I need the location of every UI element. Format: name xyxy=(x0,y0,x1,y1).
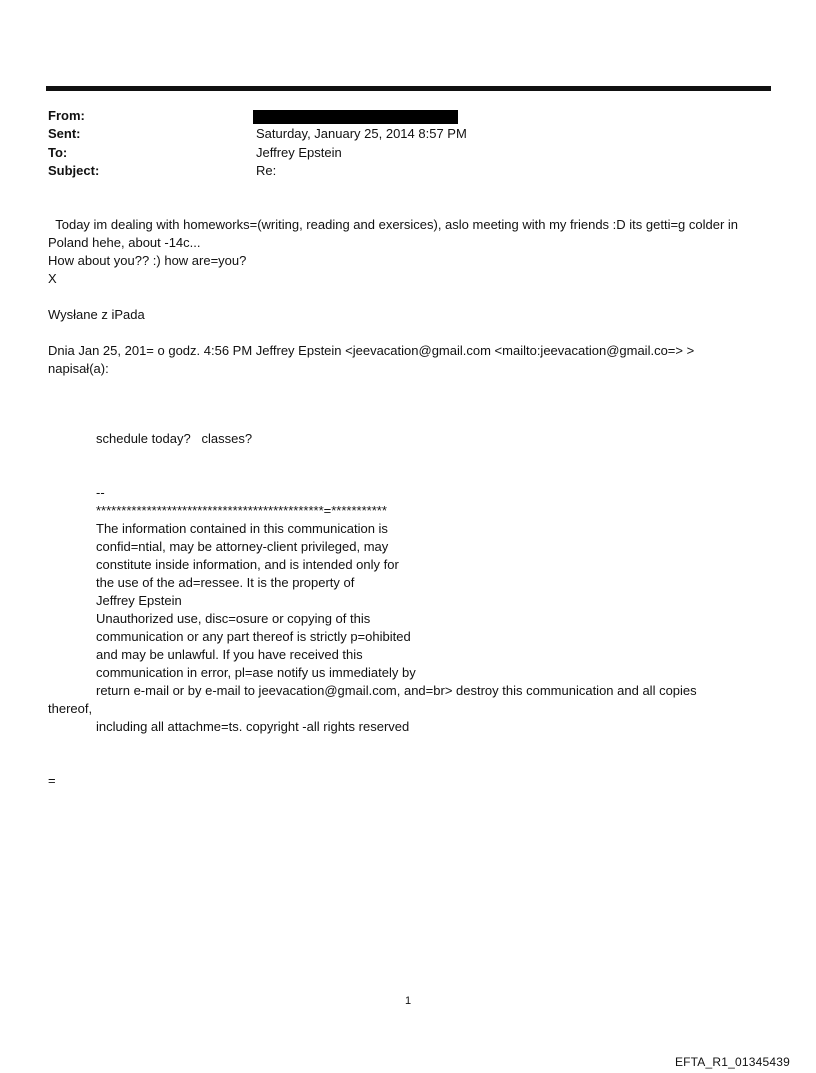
disclaimer-line-1: The information contained in this communication is xyxy=(96,521,388,536)
disclaimer-line-5: Jeffrey Epstein xyxy=(96,593,182,608)
header-rule xyxy=(46,86,771,91)
redacted-sender xyxy=(253,110,458,124)
to-value: Jeffrey Epstein xyxy=(256,145,342,160)
disclaimer-line-7: communication or any part thereof is strictly p=ohibited xyxy=(96,629,411,644)
sent-value: Saturday, January 25, 2014 8:57 PM xyxy=(256,126,467,141)
from-label: From: xyxy=(48,108,85,123)
quote-intro-1: Dnia Jan 25, 201= o godz. 4:56 PM Jeffrey Epstein <jeevacation@gmail.com <mailto:jeevacation@gmail.co=> > xyxy=(48,343,695,358)
sig-stars: *********************************************=*********** xyxy=(96,503,387,518)
body-line-1: Today im dealing with homeworks=(writing, reading and exersices), aslo meeting with my friends :D its getti=g colder in xyxy=(48,217,739,232)
disclaimer-line-11: thereof, xyxy=(48,701,93,716)
disclaimer-line-10: return e-mail or by e-mail to jeevacation@gmail.com, and=br> destroy this communication and all copies xyxy=(96,683,697,698)
disclaimer-line-12: including all attachme=ts. copyright -all rights reserved xyxy=(96,719,410,734)
quoted-message: schedule today? classes? xyxy=(96,431,253,446)
disclaimer-line-3: constitute inside information, and is intended only for xyxy=(96,557,399,572)
body-line-3: How about you?? :) how are=you? xyxy=(48,253,247,268)
sig-dashes: -- xyxy=(96,485,105,500)
body-line-4: X xyxy=(48,271,57,286)
quote-intro-2: napisał(a): xyxy=(48,361,109,376)
to-label: To: xyxy=(48,145,68,160)
trailer: = xyxy=(48,773,56,788)
signature: Wysłane z iPada xyxy=(48,307,145,322)
bates-number: EFTA_R1_01345439 xyxy=(674,1055,790,1069)
disclaimer-line-8: and may be unlawful. If you have received this xyxy=(96,647,363,662)
disclaimer-line-4: the use of the ad=ressee. It is the property of xyxy=(96,575,355,590)
disclaimer-line-9: communication in error, pl=ase notify us immediately by xyxy=(96,665,416,680)
page-number: 1 xyxy=(404,995,412,1007)
subject-value: Re: xyxy=(256,163,277,178)
disclaimer-line-6: Unauthorized use, disc=osure or copying of this xyxy=(96,611,371,626)
body-line-2: Poland hehe, about -14c... xyxy=(48,235,201,250)
sent-label: Sent: xyxy=(48,126,81,141)
disclaimer-line-2: confid=ntial, may be attorney-client privileged, may xyxy=(96,539,389,554)
subject-label: Subject: xyxy=(48,163,100,178)
